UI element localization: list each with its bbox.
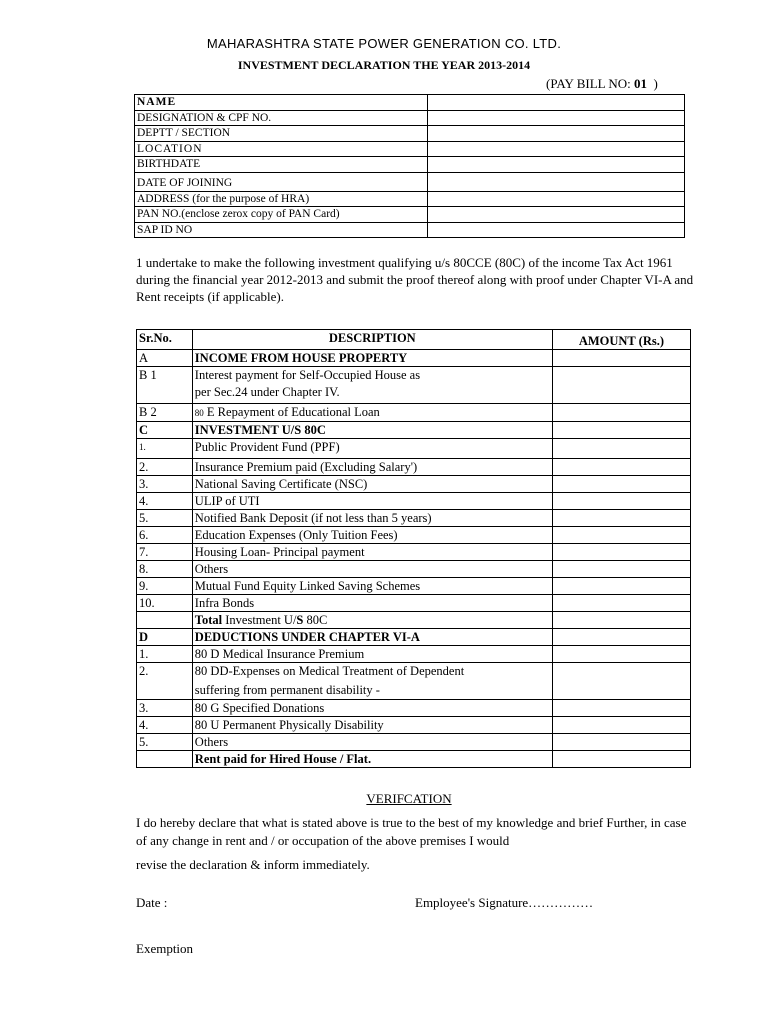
row-description: Others (192, 734, 552, 751)
row-description: 80 U Permanent Physically Disability (192, 717, 552, 734)
row-srno: 3. (137, 476, 193, 493)
header-srno: Sr.No. (137, 330, 193, 350)
field-label: DATE OF JOINING (135, 172, 428, 191)
row-description: Notified Bank Deposit (if not less than 5 years) (192, 510, 552, 527)
total-description (192, 612, 552, 629)
field-value-location[interactable] (428, 141, 685, 157)
rent-row (137, 751, 691, 768)
row-description: Others (192, 561, 552, 578)
pay-bill (546, 76, 658, 92)
field-value-address[interactable] (428, 191, 685, 207)
verification-title: VERIFCATION (366, 791, 452, 806)
row-srno: 1. (137, 646, 193, 663)
row-amount[interactable] (552, 561, 690, 578)
info-row-birthdate (135, 157, 685, 173)
pay-bill-prefix: (PAY BILL NO: (546, 76, 635, 91)
info-row-sap (135, 222, 685, 238)
header-description: DESCRIPTION (192, 330, 552, 350)
field-label: NAME (135, 95, 428, 111)
row-description: National Saving Certificate (NSC) (192, 476, 552, 493)
table-row (137, 734, 691, 751)
row-srno: D (137, 629, 193, 646)
row-amount[interactable] (552, 510, 690, 527)
row-amount[interactable] (552, 476, 690, 493)
row-description: Insurance Premium paid (Excluding Salary') (192, 459, 552, 476)
field-label: PAN NO.(enclose zerox copy of PAN Card) (135, 207, 428, 223)
total-label-section: 80C (303, 613, 328, 627)
row-srno: 2. (137, 459, 193, 476)
row-description: 80 D Medical Insurance Premium (192, 646, 552, 663)
info-row-pan (135, 207, 685, 223)
table-row (137, 717, 691, 734)
row-description: Infra Bonds (192, 595, 552, 612)
row-srno: 5. (137, 510, 193, 527)
row-amount[interactable] (552, 493, 690, 510)
row-srno: C (137, 422, 193, 439)
row-amount[interactable] (552, 717, 690, 734)
row-description: Mutual Fund Equity Linked Saving Schemes (192, 578, 552, 595)
row-description: INVESTMENT U/S 80C (192, 422, 552, 439)
row-srno: 1. (137, 439, 193, 459)
row-amount[interactable] (552, 700, 690, 717)
row-description: ULIP of UTI (192, 493, 552, 510)
row-srno: A (137, 350, 193, 367)
date-label: Date : (136, 895, 168, 910)
row-description: Housing Loan- Principal payment (192, 544, 552, 561)
undertaking-paragraph: 1 undertake to make the following investment qualifying u/s 80CCE (80C) of the income Tax Act 1961 during the financial year 2012-2013 and submit the proof thereof along with proof under Chapter VI-A and Rent receipts (if applicable). (136, 255, 694, 304)
table-row (137, 629, 691, 646)
table-row (137, 404, 691, 422)
total-label-text: Investment U/ (222, 613, 297, 627)
row-srno: 5. (137, 734, 193, 751)
info-row-address (135, 191, 685, 207)
verification-text: I do hereby declare that what is stated above is true to the best of my knowledge and brief Further, in case of any change in rent and / or occupation of the above premises I would (136, 815, 687, 848)
row-description-line1: Interest payment for Self-Occupied House as (194, 368, 421, 382)
total-amount[interactable] (552, 612, 690, 629)
row-srno: B 2 (137, 404, 193, 422)
row-amount[interactable] (552, 439, 690, 459)
signature-label: Employee's Signature…………… (415, 895, 594, 910)
table-row (137, 439, 691, 459)
field-value-pan[interactable] (428, 207, 685, 223)
pay-bill-number: 01 (634, 76, 648, 91)
row-description-text: E Repayment of Educational Loan (203, 405, 380, 419)
row-amount[interactable] (552, 751, 690, 768)
info-row-joining (135, 172, 685, 191)
verification-revise: revise the declaration & inform immediately. (136, 857, 370, 872)
row-amount[interactable] (552, 595, 690, 612)
table-row (137, 422, 691, 439)
row-description-line2: per Sec.24 under Chapter IV. (194, 385, 340, 399)
row-srno: 4. (137, 717, 193, 734)
table-row (137, 510, 691, 527)
row-description (192, 367, 552, 404)
row-amount[interactable] (552, 734, 690, 751)
table-row (137, 578, 691, 595)
employee-info-table (134, 94, 685, 238)
row-srno: 6. (137, 527, 193, 544)
info-row-department (135, 126, 685, 142)
header-amount: AMOUNT (Rs.) (552, 330, 690, 350)
field-value-department[interactable] (428, 126, 685, 142)
table-row (137, 493, 691, 510)
field-label: ADDRESS (for the purpose of HRA) (135, 191, 428, 207)
table-header-row (137, 330, 691, 350)
table-row (137, 350, 691, 367)
field-label: LOCATION (135, 141, 428, 157)
field-label: DESIGNATION & CPF NO. (135, 110, 428, 126)
field-value-sap[interactable] (428, 222, 685, 238)
row-description: Public Provident Fund (PPF) (192, 439, 552, 459)
row-description (192, 404, 552, 422)
info-row-location (135, 141, 685, 157)
row-amount[interactable] (552, 422, 690, 439)
field-label: DEPTT / SECTION (135, 126, 428, 142)
row-description-prefix: 80 (194, 408, 204, 418)
exemption-label: Exemption (136, 941, 194, 956)
form-title: INVESTMENT DECLARATION THE YEAR 2013-2014 (237, 58, 531, 72)
row-srno: 10. (137, 595, 193, 612)
field-value-joining[interactable] (428, 172, 685, 191)
row-description: Education Expenses (Only Tuition Fees) (192, 527, 552, 544)
table-row (137, 561, 691, 578)
row-amount[interactable] (552, 646, 690, 663)
table-row (137, 476, 691, 493)
row-amount[interactable] (552, 663, 690, 700)
table-row (137, 595, 691, 612)
row-srno: 2. (137, 663, 193, 700)
row-srno: 4. (137, 493, 193, 510)
field-value-name[interactable] (428, 95, 685, 111)
table-row (137, 459, 691, 476)
row-amount[interactable] (552, 527, 690, 544)
table-row (137, 527, 691, 544)
field-label: SAP ID NO (135, 222, 428, 238)
row-description: INCOME FROM HOUSE PROPERTY (192, 350, 552, 367)
row-srno (137, 612, 193, 629)
row-srno: 9. (137, 578, 193, 595)
row-amount[interactable] (552, 629, 690, 646)
pay-bill-suffix: ) (647, 76, 658, 91)
row-description: DEDUCTIONS UNDER CHAPTER VI-A (192, 629, 552, 646)
table-row (137, 700, 691, 717)
row-amount[interactable] (552, 367, 690, 404)
row-amount[interactable] (552, 350, 690, 367)
row-amount[interactable] (552, 459, 690, 476)
field-value-birthdate[interactable] (428, 157, 685, 173)
row-amount[interactable] (552, 578, 690, 595)
info-row-designation (135, 110, 685, 126)
total-row (137, 612, 691, 629)
row-srno (137, 751, 193, 768)
row-description (192, 663, 552, 700)
table-row (137, 367, 691, 404)
table-row (137, 544, 691, 561)
total-label-bold-s: S (296, 613, 304, 627)
table-row (137, 646, 691, 663)
row-description-line2: suffering from permanent disability - (194, 683, 380, 697)
row-description: 80 G Specified Donations (192, 700, 552, 717)
info-row-name (135, 95, 685, 111)
total-label-bold: Total (194, 613, 223, 627)
row-amount[interactable] (552, 544, 690, 561)
row-srno: 8. (137, 561, 193, 578)
row-srno: 3. (137, 700, 193, 717)
row-srno: 7. (137, 544, 193, 561)
field-value-designation[interactable] (428, 110, 685, 126)
row-srno: B 1 (137, 367, 193, 404)
row-description: Rent paid for Hired House / Flat. (192, 751, 552, 768)
investment-table (136, 329, 691, 768)
field-label: BIRTHDATE (135, 157, 428, 173)
row-amount[interactable] (552, 404, 690, 422)
row-description-line1: 80 DD-Expenses on Medical Treatment of Dependent (194, 664, 465, 678)
company-name: MAHARASHTRA STATE POWER GENERATION CO. LTD. (206, 36, 562, 51)
table-row (137, 663, 691, 700)
